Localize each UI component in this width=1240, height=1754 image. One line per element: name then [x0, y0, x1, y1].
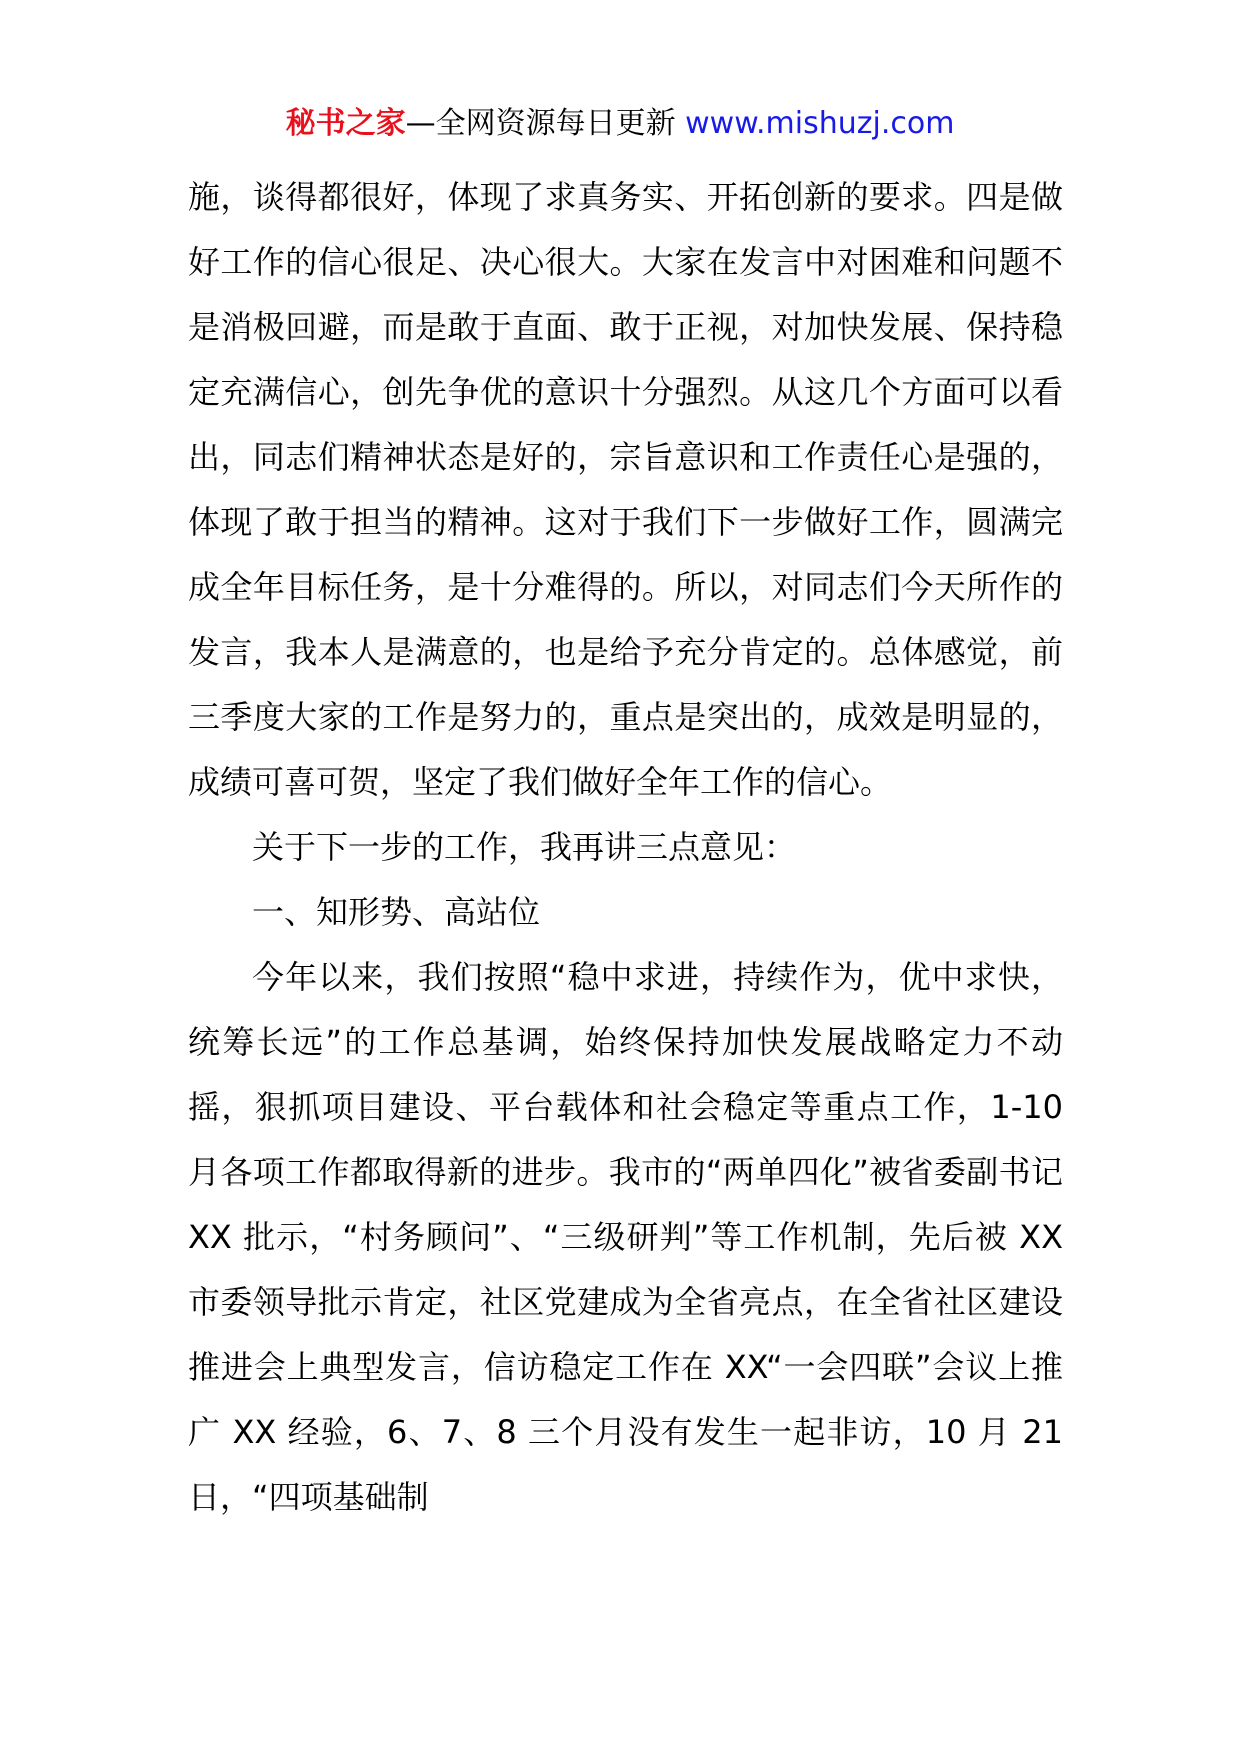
site-header: [0, 100, 1240, 148]
site-tagline: —全网资源每日更新: [405, 106, 686, 141]
site-url-link[interactable]: www.mishuzj.com: [685, 106, 955, 141]
paragraph-continued: 施，谈得都很好，体现了求真务实、开拓创新的要求。四是做好工作的信心很足、决心很大。大家在发言中对困难和问题不是消极回避，而是敢于直面、敢于正视，对加快发展、保持稳定充满信心，创先争优的意识十分强烈。从这几个方面可以看出，同志们精神状态是好的，宗旨意识和工作责任心是强的，体现了敢于担当的精神。这对于我们下一步做好工作，圆满完成全年目标任务，是十分难得的。所以，对同志们今天所作的发言，我本人是满意的，也是给予充分肯定的。总体感觉，前三季度大家的工作是努力的，重点是突出的，成效是明显的，成绩可喜可贺，坚定了我们做好全年工作的信心。: [188, 178, 1063, 801]
document-body: [188, 165, 1063, 1530]
paragraph-intro-opinions: 关于下一步的工作，我再讲三点意见：: [252, 828, 797, 866]
section-heading-1: 一、知形势、高站位: [252, 893, 541, 931]
paragraph-this-year: 今年以来，我们按照“稳中求进，持续作为，优中求快，统筹长远”的工作总基调，始终保持加快发展战略定力不动摇，狠抓项目建设、平台载体和社会稳定等重点工作，1-10 月各项工作都取得新的进步。我市的“两单四化”被省委副书记 XX 批示，“村务顾问”、“三级研判”等工作机制，先后被 XX 市委领导批示肯定，社区党建成为全省亮点，在全省社区建设推进会上典型发言，信访稳定工作在 XX“一会四联”会议上推广 XX 经验，6、7、8 三个月没有发生一起非访，10 月 21 日，“四项基础制: [188, 958, 1063, 1516]
site-brand: 秘书之家: [285, 106, 406, 141]
